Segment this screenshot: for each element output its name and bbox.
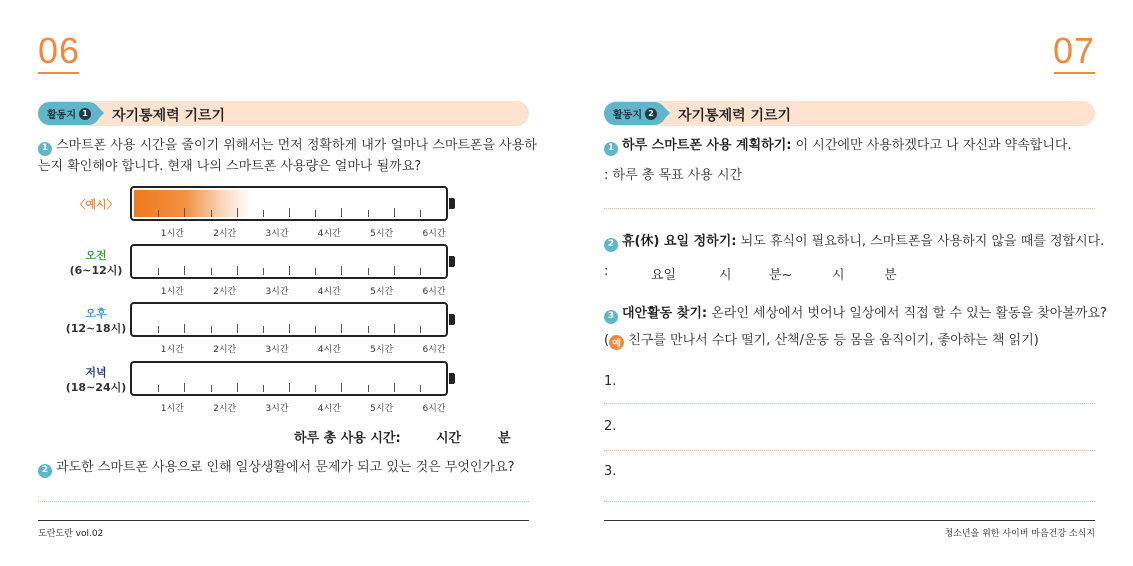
tick-mark [368,385,369,392]
tick-mark [315,210,316,217]
page-number-rule-left [38,72,79,74]
tick-mark [368,326,369,333]
question-2-right [604,231,1114,252]
tick-mark [184,266,185,275]
row-label-title: 오후 [85,307,107,320]
tick-mark [211,268,212,275]
tick-mark [394,208,395,217]
tick-mark [289,383,290,392]
tick-mark [237,266,238,275]
total-usage-label: 하루 총 사용 시간: [294,431,401,446]
hour-tick-label: 2시간 [213,229,237,239]
question-1-line-1: 스마트폰 사용 시간을 줄이기 위해서는 먼저 정확하게 내가 얼마나 스마트폰을 사용하 [56,138,537,153]
tick-mark [184,208,185,217]
hour-tick-label: 4시간 [317,287,341,297]
battery-nub [449,314,455,325]
footer-left: 도란도란 vol.02 [38,529,104,539]
row-label-title: 저녁 [85,366,107,379]
activity-title: 자기통제력 기르기 [678,108,792,124]
question-1-text: 이 시간에만 사용하겠다고 나 자신과 약속합니다. [791,138,1072,153]
hour-tick-label: 6시간 [422,345,446,355]
total-hour-unit: 시간 [436,431,462,446]
tick-mark [341,324,342,333]
total-minute-unit: 분 [498,431,511,446]
rest-day-end-minute-unit[interactable]: 분 [884,268,897,283]
tick-mark [289,266,290,275]
question-2-left [38,457,538,478]
activity-title: 자기통제력 기르기 [112,108,226,124]
tick-mark [263,268,264,275]
row-label-range: (6~12시) [69,264,123,277]
activity-banner-left [38,101,529,126]
hour-tick-label: 3시간 [265,287,289,297]
question-number-badge: 3 [604,310,618,324]
tick-mark [237,324,238,333]
tick-mark [368,210,369,217]
daily-target-line[interactable] [604,208,1095,209]
tick-mark [315,326,316,333]
rest-day-end-hour-unit[interactable]: 시 [832,268,845,283]
tick-mark [341,383,342,392]
tick-mark [158,210,159,217]
tick-mark [289,208,290,217]
hour-tick-label: 3시간 [265,404,289,414]
tick-mark [263,385,264,392]
row-label-3 [56,365,136,395]
question-3-heading: 대안활동 찾기: [622,306,708,321]
rest-day-colon: : [604,264,609,279]
hour-tick-label: 2시간 [213,287,237,297]
hour-tick-label: 6시간 [422,229,446,239]
hour-tick-label: 6시간 [422,404,446,414]
battery-bar-1[interactable] [130,244,448,279]
example-text: 친구를 만나서 수다 떨기, 산책/운동 등 몸을 움직이기, 좋아하는 책 읽기) [624,333,1039,348]
list-item-3: 3. [604,464,617,479]
row-label-range: (12~18시) [65,322,127,335]
battery-nub [449,198,455,209]
answer-line-3[interactable] [604,501,1095,502]
hour-tick-label: 1시간 [160,345,184,355]
hour-tick-label: 3시간 [265,345,289,355]
footer-right: 청소년을 위한 사이버 마음건강 소식지 [944,529,1095,539]
battery-bar-0[interactable] [130,186,448,221]
tick-mark [368,268,369,275]
question-1-line-2: 는지 확인해야 합니다. 현재 나의 스마트폰 사용량은 얼마나 될까요? [38,159,422,174]
activity-number-badge: 1 [79,108,91,120]
activity-tag-pill [38,102,100,125]
rest-day-start-minute-unit[interactable]: 분~ [769,268,793,283]
example-open-paren: ( [604,333,610,348]
answer-line[interactable] [38,501,529,502]
example-badge: 예 [609,335,624,350]
activity-number-badge: 2 [645,108,657,120]
battery-bar-3[interactable] [130,361,448,396]
question-number-badge: 1 [38,142,52,156]
activity-tag-pill [604,102,666,125]
page-number-left: 06 [38,30,81,71]
tick-mark [237,208,238,217]
row-label-2 [56,306,136,336]
rest-day-day-unit[interactable]: 요일 [651,268,677,283]
row-label-1 [56,248,136,278]
tick-mark [184,324,185,333]
question-number-badge: 2 [38,464,52,478]
hour-tick-label: 6시간 [422,287,446,297]
daily-target-label: : 하루 총 목표 사용 시간 [604,168,743,183]
battery-fill [134,190,250,217]
rest-day-start-hour-unit[interactable]: 시 [719,268,732,283]
tick-mark [394,383,395,392]
tick-mark [394,324,395,333]
question-2-text: 과도한 스마트폰 사용으로 인해 일상생활에서 문제가 되고 있는 것은 무엇인가요? [56,460,515,475]
footer-rule-left [38,520,529,521]
tick-mark [341,266,342,275]
question-3-right [604,303,1114,324]
hour-tick-label: 4시간 [317,229,341,239]
tick-mark [289,324,290,333]
tick-mark [237,383,238,392]
hour-tick-label: 3시간 [265,229,289,239]
hour-tick-label: 1시간 [160,229,184,239]
hour-tick-label: 5시간 [370,404,394,414]
page-number-right: 07 [1052,30,1095,71]
hour-tick-label: 1시간 [160,404,184,414]
question-1-left [38,135,538,177]
question-1-heading: 하루 스마트폰 사용 계획하기: [622,138,792,153]
tick-mark [158,326,159,333]
hour-tick-label: 2시간 [213,345,237,355]
tick-mark [263,210,264,217]
answer-line-1[interactable] [604,403,1095,404]
row-label-0 [56,197,136,212]
tick-mark [263,326,264,333]
tick-mark [420,210,421,217]
tick-mark [211,210,212,217]
question-2-heading: 휴(休) 요일 정하기: [622,234,737,249]
row-label-title: 오전 [85,249,107,262]
question-2-text: 뇌도 휴식이 필요하니, 스마트폰을 사용하지 않을 때를 정합시다. [736,234,1105,249]
tick-mark [394,266,395,275]
question-number-badge: 2 [604,238,618,252]
activity-banner-right [604,101,1095,126]
tick-mark [211,326,212,333]
row-label-range: (18~24시) [65,381,127,394]
page-number-rule-right [1054,72,1095,74]
question-1-right [604,135,1104,156]
footer-rule-right [604,520,1095,521]
tick-mark [184,383,185,392]
battery-nub [449,373,455,384]
row-label-title: 〈예시〉 [74,198,118,211]
tick-mark [158,268,159,275]
tick-mark [420,326,421,333]
example-line [604,329,1039,350]
tick-mark [341,208,342,217]
battery-nub [449,256,455,267]
tick-mark [158,385,159,392]
activity-tag: 활동지 [613,110,642,121]
hour-tick-label: 5시간 [370,229,394,239]
hour-tick-label: 1시간 [160,287,184,297]
tick-mark [420,385,421,392]
list-item-2: 2. [604,419,617,434]
tick-mark [315,268,316,275]
list-item-1: 1. [604,374,617,389]
hour-tick-label: 4시간 [317,404,341,414]
tick-mark [211,385,212,392]
hour-tick-label: 5시간 [370,287,394,297]
battery-bar-2[interactable] [130,302,448,337]
question-3-text: 온라인 세상에서 벗어나 일상에서 직접 할 수 있는 활동을 찾아볼까요? [707,306,1107,321]
hour-tick-label: 4시간 [317,345,341,355]
tick-mark [420,268,421,275]
activity-tag: 활동지 [47,110,76,121]
hour-tick-label: 5시간 [370,345,394,355]
answer-line-2[interactable] [604,450,1095,451]
tick-mark [315,385,316,392]
hour-tick-label: 2시간 [213,404,237,414]
question-number-badge: 1 [604,142,618,156]
